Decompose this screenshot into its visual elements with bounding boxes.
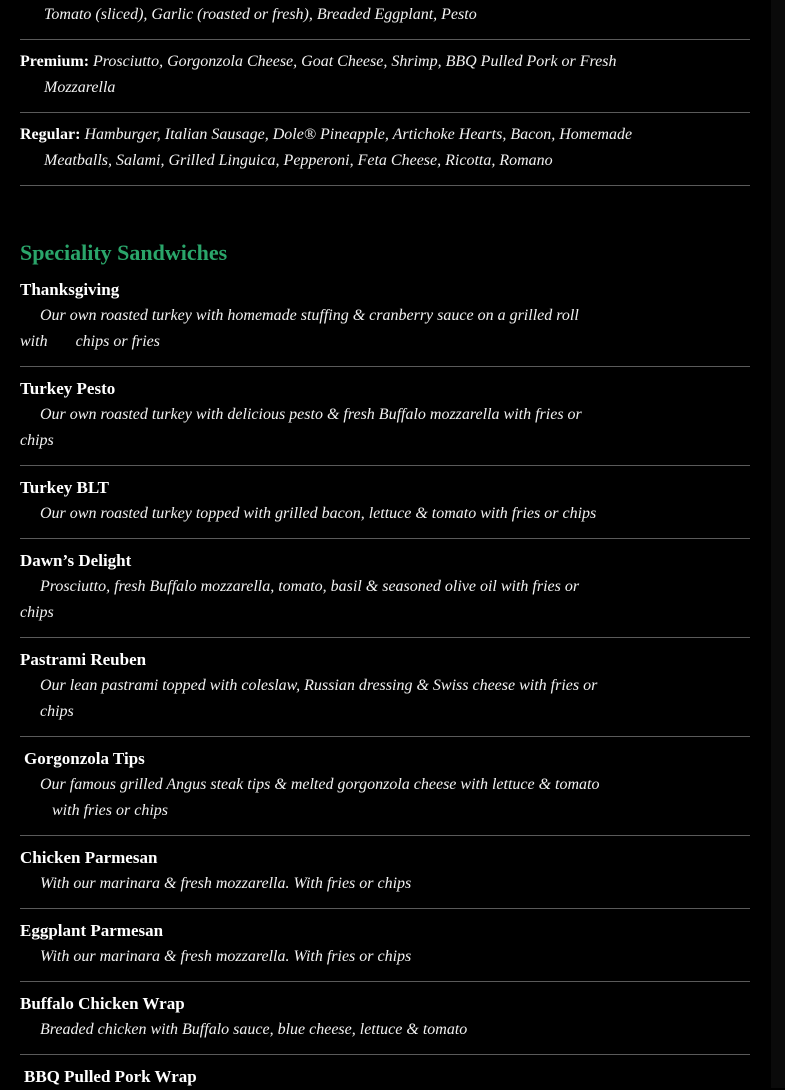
divider bbox=[20, 538, 750, 539]
divider bbox=[20, 39, 750, 40]
desc-fragment: chips or fries bbox=[75, 333, 161, 350]
menu-item-description: with fries or chips bbox=[52, 802, 169, 819]
divider bbox=[20, 736, 750, 737]
divider bbox=[20, 1054, 750, 1055]
divider bbox=[20, 185, 750, 186]
divider bbox=[20, 366, 750, 367]
menu-item-name: Chicken Parmesan bbox=[20, 848, 158, 867]
menu-item-description: Breaded chicken with Buffalo sauce, blue cheese, lettuce & tomato bbox=[40, 1021, 468, 1038]
menu-item-name: Thanksgiving bbox=[20, 280, 120, 299]
menu-item-description: chips bbox=[20, 432, 54, 449]
regular-list-line1: Hamburger, Italian Sausage, Dole® Pineapple, Artichoke Hearts, Bacon, Homemade bbox=[84, 126, 633, 143]
divider bbox=[20, 112, 750, 113]
menu-item-name: Eggplant Parmesan bbox=[20, 921, 164, 940]
menu-item-name: BBQ Pulled Pork Wrap bbox=[24, 1067, 197, 1086]
premium-label: Premium: bbox=[20, 53, 90, 70]
divider bbox=[20, 908, 750, 909]
desc-fragment: with bbox=[20, 333, 48, 350]
menu-item-name: Turkey BLT bbox=[20, 478, 109, 497]
menu-item-description: Our own roasted turkey with homemade stuffing & cranberry sauce on a grilled roll bbox=[40, 307, 579, 324]
section-title: Speciality Sandwiches bbox=[20, 240, 228, 265]
menu-item-description: Our lean pastrami topped with coleslaw, Russian dressing & Swiss cheese with fries or bbox=[40, 677, 598, 694]
divider bbox=[20, 465, 750, 466]
premium-list-line1: Prosciutto, Gorgonzola Cheese, Goat Cheese, Shrimp, BBQ Pulled Pork or Fresh bbox=[93, 53, 617, 70]
premium-list-line2: Mozzarella bbox=[44, 79, 116, 96]
divider bbox=[20, 637, 750, 638]
premium-toppings bbox=[20, 49, 617, 75]
menu-item-description: chips bbox=[40, 703, 74, 720]
menu-item-name: Gorgonzola Tips bbox=[24, 749, 145, 768]
menu-item-name: Turkey Pesto bbox=[20, 379, 116, 398]
menu-item-description bbox=[20, 329, 160, 355]
menu-item-description: With our marinara & fresh mozzarella. With fries or chips bbox=[40, 875, 412, 892]
menu-item-description: Our own roasted turkey topped with grilled bacon, lettuce & tomato with fries or chips bbox=[40, 505, 597, 522]
menu-item-description: Our own roasted turkey with delicious pesto & fresh Buffalo mozzarella with fries or bbox=[40, 406, 582, 423]
menu-item-description: Prosciutto, fresh Buffalo mozzarella, tomato, basil & seasoned olive oil with fries or bbox=[40, 578, 580, 595]
scrollbar[interactable] bbox=[771, 0, 785, 1088]
menu-item-name: Dawn’s Delight bbox=[20, 551, 132, 570]
regular-label: Regular: bbox=[20, 126, 81, 143]
menu-item-description: Our famous grilled Angus steak tips & melted gorgonzola cheese with lettuce & tomato bbox=[40, 776, 600, 793]
menu-item-description: With our marinara & fresh mozzarella. With fries or chips bbox=[40, 948, 412, 965]
menu-item-description: chips bbox=[20, 604, 54, 621]
regular-toppings bbox=[20, 122, 632, 148]
menu-item-name: Pastrami Reuben bbox=[20, 650, 147, 669]
regular-list-line2: Meatballs, Salami, Grilled Linguica, Pepperoni, Feta Cheese, Ricotta, Romano bbox=[44, 152, 553, 169]
divider bbox=[20, 835, 750, 836]
divider bbox=[20, 981, 750, 982]
menu-item-name: Buffalo Chicken Wrap bbox=[20, 994, 185, 1013]
toppings-line: Tomato (sliced), Garlic (roasted or fresh), Breaded Eggplant, Pesto bbox=[44, 6, 477, 23]
